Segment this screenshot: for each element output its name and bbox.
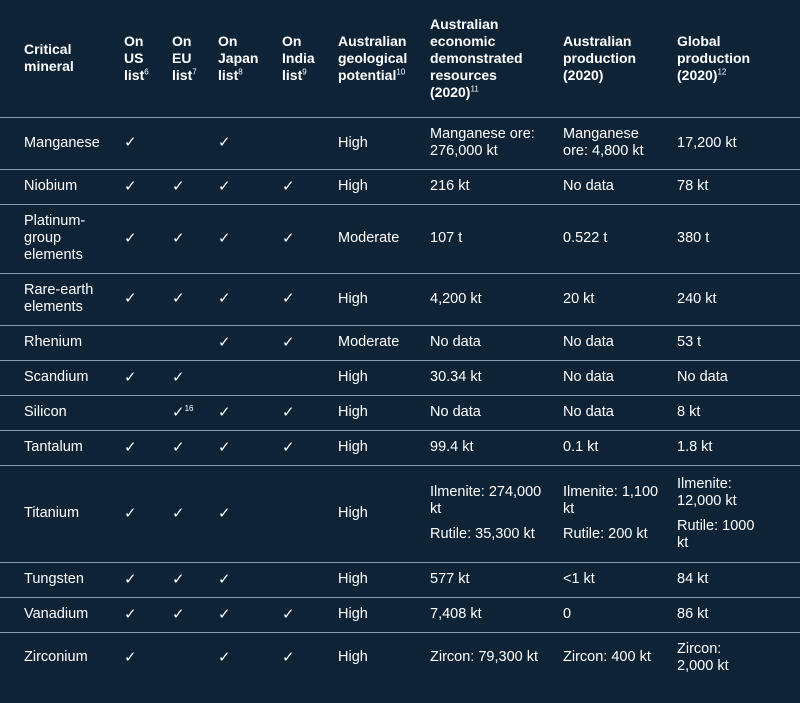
eu-list-cell <box>172 325 218 360</box>
eu-list-cell <box>172 117 218 169</box>
global-cell <box>677 597 800 632</box>
japan-list-cell <box>218 597 282 632</box>
table-row <box>0 395 800 430</box>
check-icon: ✓ <box>172 290 185 307</box>
production-value: No data <box>563 178 614 194</box>
header-row <box>0 0 800 117</box>
column-header <box>338 0 430 117</box>
check-icon: ✓ <box>282 648 295 666</box>
column-header <box>218 0 282 117</box>
resources-cell <box>430 169 563 204</box>
production-value: No data <box>563 334 614 350</box>
check-icon: ✓ <box>124 134 137 151</box>
column-header <box>282 0 338 117</box>
india-list-cell <box>282 169 338 204</box>
geological-potential-cell <box>338 273 430 325</box>
column-header-text: Australian economic demonstrated resources (2020) <box>430 15 523 100</box>
table-row <box>0 632 800 683</box>
japan-list-cell <box>218 465 282 562</box>
column-header <box>563 0 677 117</box>
mineral-name: Platinum-group elements <box>24 213 86 263</box>
japan-list-cell <box>218 360 282 395</box>
global-value: 8 kt <box>677 404 701 420</box>
eu-list-cell <box>172 597 218 632</box>
check-icon: ✓ <box>218 438 231 456</box>
table-row <box>0 597 800 632</box>
mineral-name: Manganese <box>24 134 100 151</box>
eu-list-cell <box>172 465 218 562</box>
global-cell <box>677 204 800 273</box>
production-value: No data <box>563 369 614 385</box>
check-icon: ✓ <box>282 438 295 456</box>
resources-value: Manganese ore: 276,000 kt <box>430 126 535 159</box>
check-icon: ✓ <box>282 229 295 247</box>
production-cell <box>563 273 677 325</box>
global-value: Zircon: 2,000 kt <box>677 640 729 674</box>
geological-potential-cell <box>338 360 430 395</box>
potential-value: Moderate <box>338 230 400 246</box>
production-cell <box>563 117 677 169</box>
us-list-cell <box>124 117 172 169</box>
column-header <box>677 0 800 117</box>
resources-cell <box>430 597 563 632</box>
japan-list-cell <box>218 325 282 360</box>
production-value: No data <box>563 404 614 420</box>
production-value: 0 <box>563 606 572 622</box>
us-list-cell <box>124 273 172 325</box>
eu-list-cell <box>172 395 218 430</box>
mineral-name: Titanium <box>24 505 80 521</box>
column-header <box>0 0 124 117</box>
production-cell <box>563 169 677 204</box>
column-header-text: Australian production (2020) <box>563 32 637 83</box>
mineral-name: Silicon <box>24 404 67 420</box>
footnote-ref: 11 <box>470 84 479 94</box>
global-value: 53 t <box>677 334 702 350</box>
production-value: 0.522 t <box>563 230 608 246</box>
japan-list-cell <box>218 273 282 325</box>
resources-value: 7,408 kt <box>430 606 482 622</box>
global-cell <box>677 465 800 562</box>
potential-value: Moderate <box>338 334 400 350</box>
footnote-ref: 12 <box>717 67 727 77</box>
eu-list-cell <box>172 169 218 204</box>
india-list-cell <box>282 325 338 360</box>
us-list-cell <box>124 395 172 430</box>
table-row <box>0 360 800 395</box>
global-value: 380 t <box>677 230 710 246</box>
resources-cell <box>430 395 563 430</box>
check-icon: ✓ <box>172 177 185 195</box>
geological-potential-cell <box>338 632 430 683</box>
potential-value: High <box>338 571 368 587</box>
india-list-cell <box>282 273 338 325</box>
resources-cell <box>430 325 563 360</box>
check-icon: ✓ <box>218 605 231 623</box>
us-list-cell <box>124 465 172 562</box>
global-cell <box>677 117 800 169</box>
resources-cell <box>430 360 563 395</box>
footnote-ref: 7 <box>192 67 197 77</box>
mineral-cell <box>0 562 124 597</box>
geological-potential-cell <box>338 117 430 169</box>
check-icon: ✓ <box>172 229 185 247</box>
global-cell <box>677 325 800 360</box>
geological-potential-cell <box>338 204 430 273</box>
japan-list-cell <box>218 204 282 273</box>
check-icon: ✓ <box>124 504 137 522</box>
eu-list-cell <box>172 632 218 683</box>
geological-potential-cell <box>338 562 430 597</box>
check-icon: ✓ <box>124 229 137 247</box>
production-value: Rutile: 200 kt <box>563 526 648 542</box>
geological-potential-cell <box>338 169 430 204</box>
check-icon: ✓ <box>124 648 137 666</box>
resources-cell <box>430 204 563 273</box>
us-list-cell <box>124 430 172 465</box>
mineral-cell <box>0 632 124 683</box>
global-cell <box>677 360 800 395</box>
production-value: 0.1 kt <box>563 439 599 455</box>
potential-value: High <box>338 439 368 455</box>
global-value: Rutile: 1000 kt <box>677 517 755 551</box>
check-icon: ✓ <box>218 333 231 351</box>
resources-value: No data <box>430 334 481 350</box>
mineral-name: Zirconium <box>24 649 88 666</box>
mineral-cell <box>0 204 124 273</box>
resources-cell <box>430 632 563 683</box>
resources-value: Rutile: 35,300 kt <box>430 526 535 542</box>
check-icon: ✓ <box>172 570 185 588</box>
potential-value: High <box>338 649 368 666</box>
mineral-cell <box>0 117 124 169</box>
footnote-ref: 16 <box>184 403 194 413</box>
us-list-cell <box>124 562 172 597</box>
table-row <box>0 430 800 465</box>
japan-list-cell <box>218 395 282 430</box>
us-list-cell <box>124 169 172 204</box>
column-header-text: On Japan list <box>218 32 259 83</box>
us-list-cell <box>124 597 172 632</box>
resources-value: No data <box>430 404 481 420</box>
check-icon: ✓ <box>218 504 231 522</box>
potential-value: High <box>338 134 368 151</box>
potential-value: High <box>338 369 368 385</box>
check-icon: ✓ <box>218 177 231 195</box>
table-row <box>0 204 800 273</box>
table-row <box>0 325 800 360</box>
global-cell <box>677 169 800 204</box>
check-icon: ✓ <box>218 570 231 588</box>
global-value: 1.8 kt <box>677 439 713 455</box>
check-icon: ✓ <box>172 368 185 386</box>
production-value: 20 kt <box>563 290 595 307</box>
mineral-cell <box>0 169 124 204</box>
check-icon: ✓ <box>124 368 137 386</box>
check-icon: ✓ <box>282 403 295 421</box>
check-icon: ✓ <box>124 570 137 588</box>
column-header-text: Critical mineral <box>24 41 74 75</box>
check-icon: ✓ <box>282 290 295 307</box>
eu-list-cell <box>172 273 218 325</box>
global-cell <box>677 562 800 597</box>
global-cell <box>677 395 800 430</box>
eu-list-cell <box>172 562 218 597</box>
japan-list-cell <box>218 562 282 597</box>
table-header <box>0 0 800 117</box>
column-header <box>430 0 563 117</box>
global-cell <box>677 273 800 325</box>
production-cell <box>563 597 677 632</box>
resources-value: 216 kt <box>430 178 470 194</box>
india-list-cell <box>282 204 338 273</box>
geological-potential-cell <box>338 325 430 360</box>
column-header-text: On India list <box>282 32 315 83</box>
footnote-ref: 8 <box>238 67 243 77</box>
geological-potential-cell <box>338 430 430 465</box>
eu-list-cell <box>172 360 218 395</box>
eu-list-cell <box>172 430 218 465</box>
column-header <box>172 0 218 117</box>
production-value: <1 kt <box>563 571 595 587</box>
check-icon: ✓ <box>124 290 137 307</box>
production-cell <box>563 562 677 597</box>
resources-value: Ilmenite: 274,000 kt <box>430 484 542 517</box>
footnote-ref: 9 <box>302 67 307 77</box>
global-value: No data <box>677 369 728 385</box>
column-header-text: On US list <box>124 32 145 83</box>
us-list-cell <box>124 360 172 395</box>
check-icon: ✓ <box>218 134 231 151</box>
india-list-cell <box>282 360 338 395</box>
column-header-text: Australian geological potential <box>338 32 408 83</box>
check-icon: ✓ <box>124 177 137 195</box>
production-cell <box>563 360 677 395</box>
check-icon: ✓ <box>218 290 231 307</box>
table-body <box>0 117 800 683</box>
global-value: 240 kt <box>677 290 717 307</box>
japan-list-cell <box>218 117 282 169</box>
mineral-cell <box>0 597 124 632</box>
us-list-cell <box>124 204 172 273</box>
india-list-cell <box>282 562 338 597</box>
potential-value: High <box>338 505 368 521</box>
potential-value: High <box>338 290 368 307</box>
resources-value: 30.34 kt <box>430 369 482 385</box>
resources-value: 107 t <box>430 230 463 246</box>
check-icon: ✓ <box>218 229 231 247</box>
production-cell <box>563 204 677 273</box>
resources-value: 99.4 kt <box>430 439 474 455</box>
global-value: 17,200 kt <box>677 134 737 151</box>
check-icon: ✓ <box>172 504 185 522</box>
production-cell <box>563 632 677 683</box>
global-value: Ilmenite: 12,000 kt <box>677 475 737 509</box>
check-icon: ✓ <box>282 605 295 623</box>
japan-list-cell <box>218 430 282 465</box>
resources-cell <box>430 562 563 597</box>
table-row <box>0 465 800 562</box>
india-list-cell <box>282 465 338 562</box>
check-icon: ✓ <box>124 605 137 623</box>
check-icon: ✓ <box>282 177 295 195</box>
mineral-name: Tantalum <box>24 439 83 455</box>
production-cell <box>563 430 677 465</box>
production-cell <box>563 395 677 430</box>
mineral-name: Scandium <box>24 369 89 385</box>
table-row <box>0 117 800 169</box>
japan-list-cell <box>218 169 282 204</box>
production-cell <box>563 465 677 562</box>
india-list-cell <box>282 395 338 430</box>
mineral-cell <box>0 360 124 395</box>
india-list-cell <box>282 597 338 632</box>
mineral-cell <box>0 395 124 430</box>
india-list-cell <box>282 117 338 169</box>
india-list-cell <box>282 632 338 683</box>
mineral-cell <box>0 273 124 325</box>
potential-value: High <box>338 606 368 622</box>
potential-value: High <box>338 404 368 420</box>
check-icon: ✓ <box>282 333 295 351</box>
global-cell <box>677 632 800 683</box>
table-row <box>0 169 800 204</box>
check-icon: ✓ <box>172 403 185 421</box>
global-value: 84 kt <box>677 571 709 587</box>
production-value: Zircon: 400 kt <box>563 649 651 666</box>
global-value: 86 kt <box>677 606 709 622</box>
resources-value: Zircon: 79,300 kt <box>430 649 538 666</box>
table-row <box>0 562 800 597</box>
mineral-name: Rare-earth elements <box>24 282 94 315</box>
us-list-cell <box>124 325 172 360</box>
check-icon: ✓ <box>218 403 231 421</box>
check-icon: ✓ <box>172 605 185 623</box>
mineral-cell <box>0 465 124 562</box>
check-icon: ✓ <box>218 648 231 666</box>
column-header <box>124 0 172 117</box>
geological-potential-cell <box>338 395 430 430</box>
global-cell <box>677 430 800 465</box>
resources-value: 577 kt <box>430 571 470 587</box>
resources-cell <box>430 430 563 465</box>
check-icon: ✓ <box>172 438 185 456</box>
column-header-text: On EU list <box>172 32 193 83</box>
japan-list-cell <box>218 632 282 683</box>
us-list-cell <box>124 632 172 683</box>
production-cell <box>563 325 677 360</box>
mineral-cell <box>0 430 124 465</box>
check-icon: ✓ <box>124 438 137 456</box>
footnote-ref: 6 <box>144 67 149 77</box>
mineral-name: Vanadium <box>24 606 89 622</box>
resources-value: 4,200 kt <box>430 290 482 307</box>
geological-potential-cell <box>338 597 430 632</box>
mineral-name: Niobium <box>24 178 78 194</box>
resources-cell <box>430 465 563 562</box>
column-header-text: Global production (2020) <box>677 32 751 83</box>
geological-potential-cell <box>338 465 430 562</box>
eu-list-cell <box>172 204 218 273</box>
resources-cell <box>430 273 563 325</box>
global-value: 78 kt <box>677 178 709 194</box>
india-list-cell <box>282 430 338 465</box>
production-value: Ilmenite: 1,100 kt <box>563 484 659 517</box>
mineral-name: Rhenium <box>24 334 83 350</box>
table-row <box>0 273 800 325</box>
resources-cell <box>430 117 563 169</box>
potential-value: High <box>338 178 368 194</box>
mineral-name: Tungsten <box>24 571 84 587</box>
production-value: Manganese ore: 4,800 kt <box>563 126 644 159</box>
mineral-cell <box>0 325 124 360</box>
footnote-ref: 10 <box>396 67 406 77</box>
